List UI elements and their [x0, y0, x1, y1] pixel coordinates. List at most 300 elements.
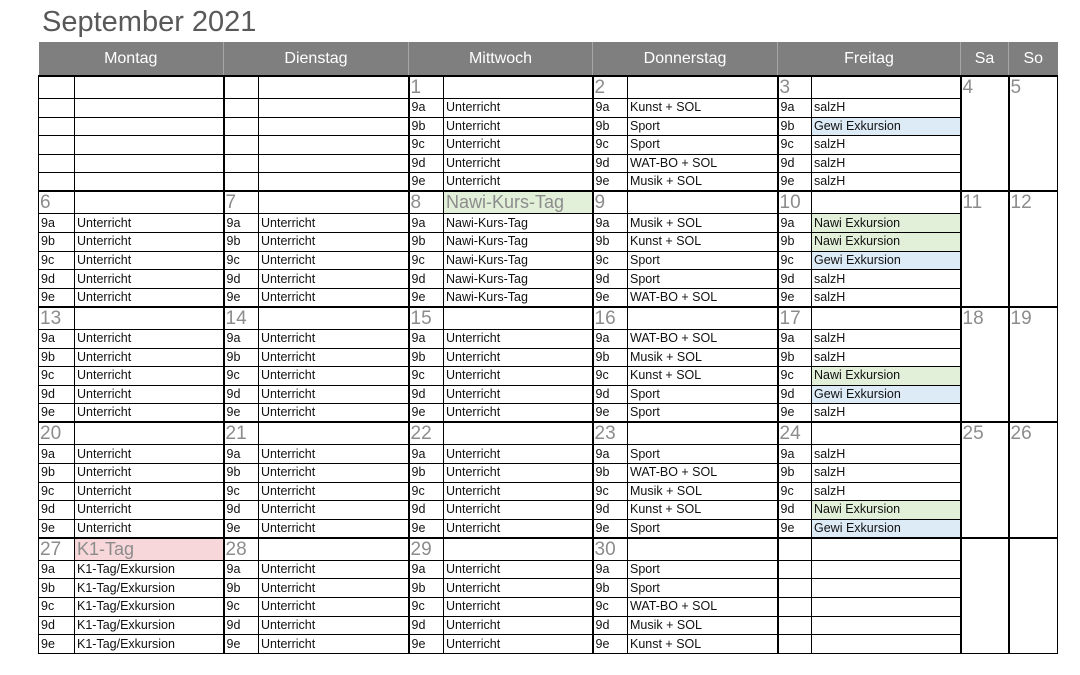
day-label: [628, 538, 778, 561]
class-code: 9d: [778, 154, 812, 173]
class-code: 9b: [593, 233, 628, 252]
class-code: 9a: [224, 214, 259, 233]
class-code: 9e: [778, 404, 812, 423]
day-number: 21: [224, 422, 259, 445]
class-row: [39, 154, 1058, 173]
day-label: [812, 76, 961, 99]
class-code: 9c: [593, 482, 628, 501]
subject-entry: Gewi Exkursion: [812, 117, 961, 136]
subject-entry: Unterricht: [259, 251, 409, 270]
subject-entry: Nawi-Kurs-Tag: [444, 270, 593, 289]
day-label: [259, 191, 409, 214]
day-label: [628, 76, 778, 99]
subject-entry: WAT-BO + SOL: [628, 288, 778, 307]
subject-entry: Unterricht: [75, 404, 224, 423]
subject-entry: Unterricht: [444, 501, 593, 520]
class-code: 9a: [778, 99, 812, 118]
subject-entry: Unterricht: [444, 154, 593, 173]
header-mittwoch: Mittwoch: [409, 42, 593, 76]
class-code: 9c: [409, 598, 444, 617]
class-code: 9c: [778, 251, 812, 270]
subject-entry: Unterricht: [444, 445, 593, 464]
class-row: [39, 329, 1058, 348]
subject-entry: K1-Tag/Exkursion: [75, 635, 224, 654]
weekend-sa-cell: 18: [961, 307, 1009, 422]
class-code: 9d: [593, 501, 628, 520]
class-row: [39, 464, 1058, 483]
subject-entry: K1-Tag/Exkursion: [75, 598, 224, 617]
subject-entry: Unterricht: [75, 367, 224, 386]
class-code: 9c: [778, 482, 812, 501]
class-code: 9a: [409, 329, 444, 348]
class-code: 9a: [593, 329, 628, 348]
header-montag: Montag: [39, 42, 224, 76]
class-code: 9b: [778, 117, 812, 136]
day-number: 3: [778, 76, 812, 99]
class-code: 9c: [224, 367, 259, 386]
day-number: 7: [224, 191, 259, 214]
class-code: [778, 579, 812, 598]
subject-entry: Unterricht: [259, 616, 409, 635]
header-sonntag: So: [1009, 42, 1058, 76]
subject-entry: Unterricht: [259, 482, 409, 501]
subject-entry: Unterricht: [75, 519, 224, 538]
class-code: 9c: [409, 367, 444, 386]
day-label: [628, 307, 778, 330]
class-code: 9e: [778, 519, 812, 538]
subject-entry: Kunst + SOL: [628, 635, 778, 654]
class-code: 9e: [593, 519, 628, 538]
subject-entry: K1-Tag/Exkursion: [75, 560, 224, 579]
class-code: 9a: [39, 214, 75, 233]
class-code: 9e: [409, 288, 444, 307]
subject-entry: Unterricht: [259, 270, 409, 289]
class-code: 9d: [593, 154, 628, 173]
weekend-sa-cell: 11: [961, 191, 1009, 306]
subject-entry: Nawi-Kurs-Tag: [444, 233, 593, 252]
class-row: [39, 251, 1058, 270]
subject-entry: Unterricht: [259, 598, 409, 617]
class-code: 9b: [409, 579, 444, 598]
subject-entry: Unterricht: [75, 214, 224, 233]
class-code: 9e: [224, 635, 259, 654]
class-code: 9c: [39, 367, 75, 386]
class-code: 9a: [593, 214, 628, 233]
subject-entry: salzH: [812, 404, 961, 423]
weekend-so-cell: 26: [1009, 422, 1058, 537]
subject-entry: Unterricht: [75, 482, 224, 501]
day-number: [778, 538, 812, 561]
day-number: 13: [39, 307, 75, 330]
day-label: Nawi-Kurs-Tag: [444, 191, 593, 214]
subject-entry: Unterricht: [444, 482, 593, 501]
subject-entry: Kunst + SOL: [628, 367, 778, 386]
subject-entry: Unterricht: [259, 404, 409, 423]
subject-entry: [75, 173, 224, 192]
subject-entry: salzH: [812, 329, 961, 348]
subject-entry: Unterricht: [444, 464, 593, 483]
subject-entry: Unterricht: [75, 329, 224, 348]
class-code: 9b: [593, 348, 628, 367]
weekend-so-cell: [1009, 538, 1058, 653]
subject-entry: Unterricht: [75, 385, 224, 404]
class-row: [39, 482, 1058, 501]
subject-entry: Unterricht: [259, 329, 409, 348]
class-code: 9a: [778, 445, 812, 464]
class-code: 9b: [593, 579, 628, 598]
class-code: 9a: [593, 560, 628, 579]
subject-entry: [259, 136, 409, 155]
class-code: 9a: [409, 560, 444, 579]
subject-entry: Unterricht: [259, 288, 409, 307]
day-number: 29: [409, 538, 444, 561]
day-number: 23: [593, 422, 628, 445]
weekend-so-cell: 5: [1009, 76, 1058, 191]
subject-entry: Unterricht: [444, 117, 593, 136]
class-code: [39, 99, 75, 118]
subject-entry: Unterricht: [259, 348, 409, 367]
subject-entry: Unterricht: [444, 560, 593, 579]
class-code: 9b: [39, 233, 75, 252]
subject-entry: [75, 136, 224, 155]
subject-entry: Unterricht: [75, 270, 224, 289]
subject-entry: Unterricht: [444, 404, 593, 423]
subject-entry: Unterricht: [259, 233, 409, 252]
subject-entry: salzH: [812, 154, 961, 173]
class-code: [778, 635, 812, 654]
subject-entry: [812, 560, 961, 579]
day-label: [444, 538, 593, 561]
class-code: [224, 117, 259, 136]
class-row: [39, 367, 1058, 386]
class-code: 9d: [778, 385, 812, 404]
subject-entry: Gewi Exkursion: [812, 519, 961, 538]
subject-entry: Unterricht: [75, 288, 224, 307]
class-code: 9b: [409, 233, 444, 252]
subject-entry: Sport: [628, 519, 778, 538]
class-row: [39, 233, 1058, 252]
subject-entry: Sport: [628, 270, 778, 289]
header-samstag: Sa: [961, 42, 1009, 76]
class-code: 9b: [778, 233, 812, 252]
class-code: 9a: [593, 99, 628, 118]
class-code: 9c: [593, 136, 628, 155]
day-number: 14: [224, 307, 259, 330]
subject-entry: Sport: [628, 117, 778, 136]
week-4-date-row: [39, 422, 1058, 445]
class-code: 9e: [224, 519, 259, 538]
subject-entry: WAT-BO + SOL: [628, 154, 778, 173]
header-dienstag: Dienstag: [224, 42, 409, 76]
subject-entry: [259, 99, 409, 118]
class-code: 9b: [224, 464, 259, 483]
class-code: 9a: [409, 99, 444, 118]
class-code: 9d: [224, 616, 259, 635]
subject-entry: Kunst + SOL: [628, 99, 778, 118]
subject-entry: Unterricht: [259, 635, 409, 654]
class-code: 9b: [409, 117, 444, 136]
subject-entry: Sport: [628, 560, 778, 579]
class-code: 9d: [224, 270, 259, 289]
class-code: 9c: [409, 136, 444, 155]
subject-entry: Nawi-Kurs-Tag: [444, 214, 593, 233]
subject-entry: Nawi Exkursion: [812, 501, 961, 520]
subject-entry: Unterricht: [75, 445, 224, 464]
class-code: 9d: [409, 385, 444, 404]
subject-entry: WAT-BO + SOL: [628, 598, 778, 617]
class-code: 9c: [778, 367, 812, 386]
subject-entry: Sport: [628, 404, 778, 423]
day-label: [812, 307, 961, 330]
subject-entry: Musik + SOL: [628, 348, 778, 367]
subject-entry: Unterricht: [444, 616, 593, 635]
day-label: [75, 76, 224, 99]
subject-entry: salzH: [812, 445, 961, 464]
day-label: [259, 76, 409, 99]
weekday-header-row: [39, 42, 1058, 76]
week-5-date-row: [39, 538, 1058, 561]
class-code: 9e: [409, 173, 444, 192]
class-code: [778, 598, 812, 617]
class-code: 9a: [778, 329, 812, 348]
subject-entry: Unterricht: [75, 348, 224, 367]
class-code: [778, 616, 812, 635]
class-code: 9e: [409, 635, 444, 654]
subject-entry: Gewi Exkursion: [812, 251, 961, 270]
subject-entry: Unterricht: [75, 464, 224, 483]
class-code: 9e: [409, 404, 444, 423]
day-label: [628, 191, 778, 214]
subject-entry: Unterricht: [259, 501, 409, 520]
class-code: [39, 117, 75, 136]
subject-entry: Unterricht: [75, 251, 224, 270]
day-label: [75, 307, 224, 330]
day-label: [812, 191, 961, 214]
class-code: 9b: [593, 464, 628, 483]
class-code: 9e: [39, 635, 75, 654]
class-code: 9a: [593, 445, 628, 464]
subject-entry: salzH: [812, 99, 961, 118]
class-code: 9c: [778, 136, 812, 155]
class-code: 9d: [593, 385, 628, 404]
day-number: [39, 76, 75, 99]
class-row: [39, 616, 1058, 635]
class-code: 9c: [409, 251, 444, 270]
calendar-table: [38, 42, 1058, 654]
subject-entry: Unterricht: [444, 173, 593, 192]
subject-entry: [812, 579, 961, 598]
day-number: [224, 76, 259, 99]
class-code: 9b: [39, 348, 75, 367]
subject-entry: Musik + SOL: [628, 616, 778, 635]
class-code: 9e: [39, 404, 75, 423]
class-code: 9c: [593, 598, 628, 617]
subject-entry: Unterricht: [259, 560, 409, 579]
class-code: 9c: [39, 482, 75, 501]
class-code: 9e: [593, 635, 628, 654]
subject-entry: Unterricht: [259, 464, 409, 483]
day-number: 30: [593, 538, 628, 561]
class-code: 9b: [224, 348, 259, 367]
day-label: [444, 422, 593, 445]
subject-entry: Unterricht: [444, 385, 593, 404]
class-code: 9a: [224, 445, 259, 464]
class-row: [39, 635, 1058, 654]
class-code: 9a: [778, 214, 812, 233]
class-code: 9d: [39, 501, 75, 520]
subject-entry: salzH: [812, 348, 961, 367]
class-code: 9d: [778, 501, 812, 520]
day-number: 24: [778, 422, 812, 445]
subject-entry: Unterricht: [259, 385, 409, 404]
class-code: 9d: [409, 616, 444, 635]
subject-entry: Sport: [628, 251, 778, 270]
class-row: [39, 445, 1058, 464]
class-code: 9a: [224, 560, 259, 579]
class-code: 9c: [224, 598, 259, 617]
class-code: 9c: [224, 482, 259, 501]
subject-entry: salzH: [812, 288, 961, 307]
day-number: 15: [409, 307, 444, 330]
subject-entry: Nawi Exkursion: [812, 367, 961, 386]
class-code: 9e: [224, 288, 259, 307]
day-number: 8: [409, 191, 444, 214]
class-code: 9b: [409, 348, 444, 367]
subject-entry: K1-Tag/Exkursion: [75, 579, 224, 598]
class-code: [39, 173, 75, 192]
page-title: September 2021: [42, 6, 257, 38]
subject-entry: [259, 117, 409, 136]
class-row: [39, 348, 1058, 367]
calendar-body: [39, 76, 1058, 653]
subject-entry: Unterricht: [259, 579, 409, 598]
subject-entry: WAT-BO + SOL: [628, 464, 778, 483]
class-code: 9a: [409, 214, 444, 233]
class-code: 9d: [39, 270, 75, 289]
class-code: 9b: [39, 579, 75, 598]
subject-entry: salzH: [812, 173, 961, 192]
class-row: [39, 519, 1058, 538]
day-label: [75, 191, 224, 214]
class-code: 9d: [409, 501, 444, 520]
subject-entry: [812, 616, 961, 635]
day-label: [259, 538, 409, 561]
class-code: 9c: [409, 482, 444, 501]
day-number: 28: [224, 538, 259, 561]
subject-entry: Nawi-Kurs-Tag: [444, 251, 593, 270]
class-code: 9b: [778, 348, 812, 367]
class-code: 9d: [593, 270, 628, 289]
class-code: 9c: [39, 251, 75, 270]
day-number: 6: [39, 191, 75, 214]
class-row: [39, 99, 1058, 118]
class-code: 9d: [224, 385, 259, 404]
day-label: [259, 422, 409, 445]
day-label: [628, 422, 778, 445]
class-code: [224, 99, 259, 118]
subject-entry: WAT-BO + SOL: [628, 329, 778, 348]
subject-entry: Sport: [628, 136, 778, 155]
subject-entry: Unterricht: [259, 367, 409, 386]
class-code: 9c: [593, 251, 628, 270]
subject-entry: Nawi-Kurs-Tag: [444, 288, 593, 307]
subject-entry: Unterricht: [75, 233, 224, 252]
header-donnerstag: Donnerstag: [593, 42, 778, 76]
week-2-date-row: [39, 191, 1058, 214]
subject-entry: Unterricht: [259, 519, 409, 538]
class-row: [39, 598, 1058, 617]
day-number: 9: [593, 191, 628, 214]
class-code: 9e: [39, 519, 75, 538]
class-code: 9b: [778, 464, 812, 483]
class-row: [39, 270, 1058, 289]
subject-entry: Unterricht: [444, 99, 593, 118]
header-freitag: Freitag: [778, 42, 961, 76]
subject-entry: Musik + SOL: [628, 214, 778, 233]
subject-entry: salzH: [812, 270, 961, 289]
subject-entry: [259, 173, 409, 192]
subject-entry: salzH: [812, 482, 961, 501]
class-code: 9e: [409, 519, 444, 538]
day-label: [75, 422, 224, 445]
weekend-sa-cell: 4: [961, 76, 1009, 191]
subject-entry: Nawi Exkursion: [812, 214, 961, 233]
subject-entry: Musik + SOL: [628, 173, 778, 192]
subject-entry: [75, 117, 224, 136]
class-code: 9d: [409, 270, 444, 289]
day-number: 22: [409, 422, 444, 445]
subject-entry: [812, 598, 961, 617]
subject-entry: Kunst + SOL: [628, 501, 778, 520]
class-code: 9e: [778, 173, 812, 192]
class-code: 9c: [593, 367, 628, 386]
day-number: 16: [593, 307, 628, 330]
class-row: [39, 117, 1058, 136]
subject-entry: salzH: [812, 464, 961, 483]
class-code: 9b: [409, 464, 444, 483]
class-code: 9e: [224, 404, 259, 423]
subject-entry: salzH: [812, 136, 961, 155]
class-code: 9d: [593, 616, 628, 635]
class-code: 9b: [224, 579, 259, 598]
class-code: 9a: [39, 329, 75, 348]
subject-entry: Unterricht: [444, 519, 593, 538]
class-row: [39, 214, 1058, 233]
subject-entry: Unterricht: [444, 579, 593, 598]
subject-entry: Gewi Exkursion: [812, 385, 961, 404]
subject-entry: [75, 154, 224, 173]
class-code: [778, 560, 812, 579]
subject-entry: Unterricht: [259, 214, 409, 233]
day-label: K1-Tag: [75, 538, 224, 561]
class-code: [39, 154, 75, 173]
class-code: 9b: [593, 117, 628, 136]
week-1-date-row: [39, 76, 1058, 99]
class-code: [224, 173, 259, 192]
class-row: [39, 501, 1058, 520]
class-code: 9a: [224, 329, 259, 348]
class-row: [39, 404, 1058, 423]
day-number: 27: [39, 538, 75, 561]
class-row: [39, 385, 1058, 404]
subject-entry: Unterricht: [444, 635, 593, 654]
subject-entry: [812, 635, 961, 654]
class-row: [39, 560, 1058, 579]
subject-entry: Unterricht: [444, 348, 593, 367]
subject-entry: Kunst + SOL: [628, 233, 778, 252]
class-code: 9d: [224, 501, 259, 520]
subject-entry: Nawi Exkursion: [812, 233, 961, 252]
